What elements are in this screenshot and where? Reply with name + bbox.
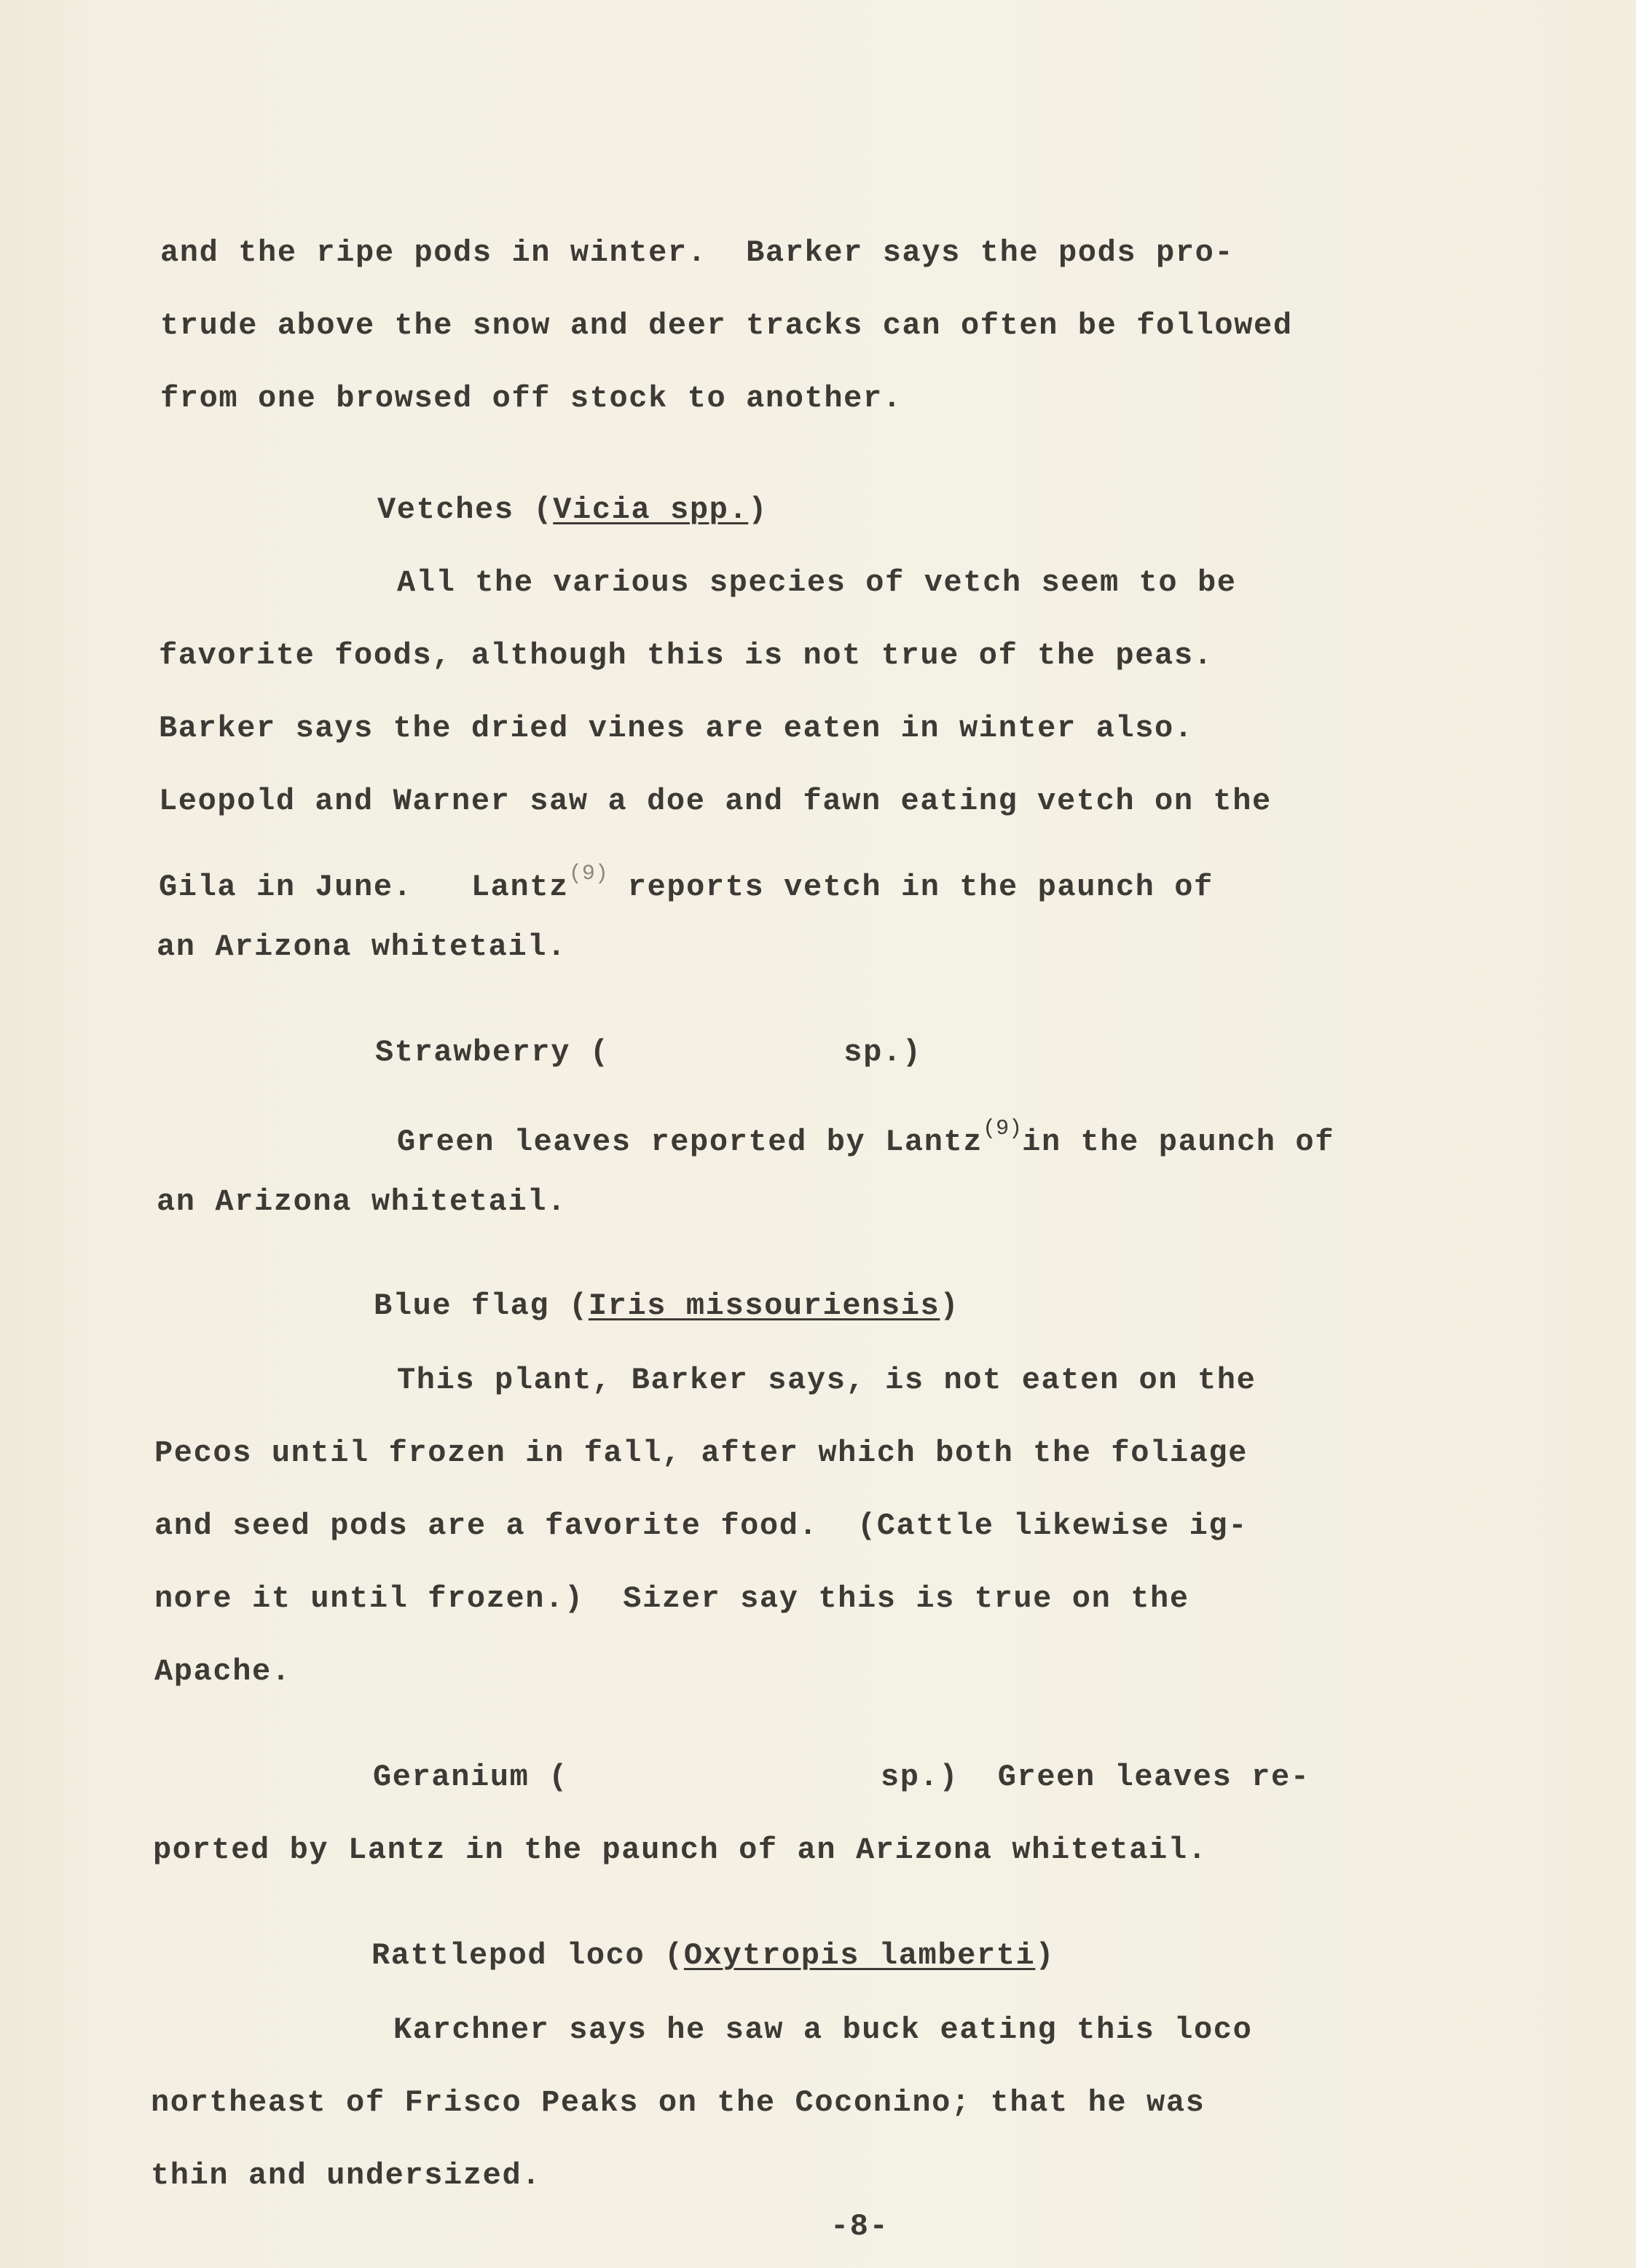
text-line-1: and the ripe pods in winter. Barker says the pods pro- — [160, 235, 1235, 270]
vetches-heading-suffix: ) — [748, 492, 768, 527]
blueflag-heading-suffix: ) — [940, 1288, 960, 1323]
blueflag-species-name: Iris missouriensis — [588, 1288, 940, 1323]
vetches-line-2: favorite foods, although this is not true of the peas. — [159, 638, 1214, 673]
rattlepod-line-1: Karchner says he saw a buck eating this loco — [393, 2012, 1253, 2047]
blueflag-line-3: and seed pods are a favorite food. (Cattle likewise ig- — [154, 1508, 1248, 1543]
vetches-species-name: Vicia spp. — [553, 492, 749, 527]
blueflag-line-2: Pecos until frozen in fall, after which both the foliage — [154, 1436, 1248, 1470]
strawberry-line-1-start: Green leaves reported by Lantz — [397, 1125, 983, 1159]
strawberry-line-2: an Arizona whitetail. — [157, 1184, 567, 1219]
rattlepod-species-name: Oxytropis lamberti — [683, 1938, 1036, 1973]
text-line-3: from one browsed off stock to another. — [160, 381, 902, 416]
blueflag-line-5: Apache. — [154, 1654, 291, 1689]
footnote-reference: (9) — [568, 862, 608, 886]
geranium-line-2: ported by Lantz in the paunch of an Arizona whitetail. — [153, 1832, 1208, 1867]
rattlepod-heading — [371, 1937, 1055, 1974]
geranium-line-1: Geranium ( sp.) Green leaves re- — [373, 1760, 1310, 1795]
vetches-line-4: Leopold and Warner saw a doe and fawn eating vetch on the — [159, 784, 1272, 819]
vetches-line-6: an Arizona whitetail. — [157, 929, 567, 964]
vetches-heading — [377, 492, 768, 528]
blueflag-heading — [374, 1288, 959, 1324]
blueflag-line-1: This plant, Barker says, is not eaten on the — [397, 1363, 1257, 1398]
page-number: -8- — [830, 2209, 889, 2244]
blueflag-line-4: nore it until frozen.) Sizer say this is true on the — [154, 1581, 1189, 1616]
vetches-line-5 — [159, 856, 1214, 905]
vetches-heading-prefix: Vetches ( — [377, 492, 554, 527]
vetches-line-5-end: reports vetch in the paunch of — [607, 870, 1214, 905]
rattlepod-line-3: thin and undersized. — [151, 2158, 542, 2193]
strawberry-line-1 — [397, 1111, 1334, 1160]
rattlepod-line-2: northeast of Frisco Peaks on the Coconino; that he was — [151, 2085, 1206, 2120]
blueflag-heading-prefix: Blue flag ( — [374, 1288, 589, 1323]
text-line-2: trude above the snow and deer tracks can often be followed — [160, 308, 1293, 343]
strawberry-heading: Strawberry ( sp.) — [375, 1035, 922, 1070]
rattlepod-heading-prefix: Rattlepod loco ( — [371, 1938, 684, 1973]
vetches-line-1: All the various species of vetch seem to be — [397, 565, 1237, 600]
vetches-line-5-start: Gila in June. Lantz — [159, 870, 569, 905]
rattlepod-heading-suffix: ) — [1035, 1938, 1055, 1973]
strawberry-line-1-end: in the paunch of — [1022, 1125, 1335, 1159]
footnote-reference: (9) — [983, 1117, 1023, 1141]
vetches-line-3: Barker says the dried vines are eaten in winter also. — [159, 711, 1194, 746]
